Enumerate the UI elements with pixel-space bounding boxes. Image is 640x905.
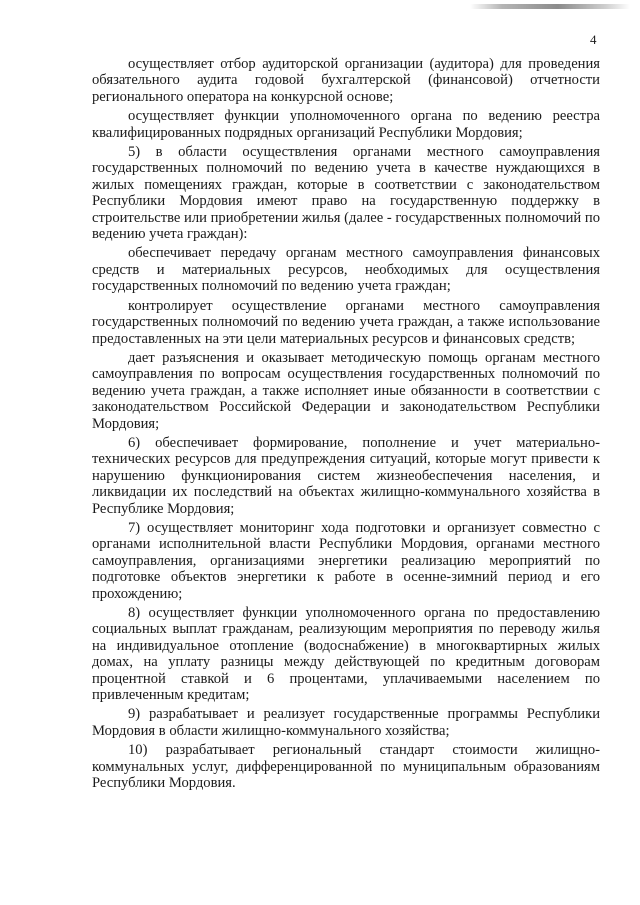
paragraph: осуществляет отбор аудиторской организации (аудитора) для проведения обязательного аудита годовой бухгалтерской (финансовой) отчетности регионального оператора на конкурсной основе; — [92, 56, 600, 105]
paragraph: 8) осуществляет функции уполномоченного органа по предоставлению социальных выплат гражданам, реализующим мероприятия по переводу жилья на индивидуальное отопление (водоснабжение) в многоквартирных жилых домах, на уплату разницы между действующей по кредитным договорам процентной ставкой и 6 процентами, уплачиваемыми населением по привлеченным кредитам; — [92, 605, 600, 704]
paragraph: 10) разрабатывает региональный стандарт стоимости жилищно-коммунальных услуг, дифференцированной по муниципальным образованиям Республики Мордовия. — [92, 742, 600, 792]
paragraph: обеспечивает передачу органам местного самоуправления финансовых средств и материальных ресурсов, необходимых для осуществления государственных полномочий по ведению учета граждан; — [92, 245, 600, 295]
paragraph: осуществляет функции уполномоченного органа по ведению реестра квалифицированных подрядных организаций Республики Мордовия; — [92, 108, 600, 141]
scan-artifact — [470, 4, 630, 9]
paragraph: 6) обеспечивает формирование, пополнение и учет материально-технических ресурсов для предупреждения ситуаций, которые могут привести к нарушению функционирования систем жизнеобеспечения населения, и ликвидации их последствий на объектах жилищно-коммунального хозяйства в Республике Мордовия; — [92, 434, 600, 517]
paragraph: 7) осуществляет мониторинг хода подготовки и организует совместно с органами исполнительной власти Республики Мордовия, органами местного самоуправления, организациями энергетики реализацию мероприятий по подготовке объектов энергетики к работе в осенне-зимний период и его прохождению; — [92, 519, 600, 602]
page-number: 4 — [590, 32, 597, 47]
paragraph: дает разъяснения и оказывает методическую помощь органам местного самоуправления по вопросам осуществления государственных полномочий по ведению учета граждан, а также исполняет иные обязанности в соответствии с законодательством Российской Федерации и законодательством Республики Мордовия; — [92, 349, 600, 432]
paragraph: контролирует осуществление органами местного самоуправления государственных полномочий по ведению учета граждан, а также использование предоставленных на эти цели материальных ресурсов и финансовых средств; — [92, 297, 600, 347]
document-body — [92, 56, 600, 794]
paragraph: 9) разрабатывает и реализует государственные программы Республики Мордовия в области жилищно-коммунального хозяйства; — [92, 706, 600, 739]
paragraph: 5) в области осуществления органами местного самоуправления государственных полномочий по ведению учета в качестве нуждающихся в жилых помещениях граждан, которые в соответствии с законодательством Республики Мордовия имеют право на государственную поддержку в строительстве или приобретении жилья (далее - государственных полномочий по ведению учета граждан): — [92, 144, 600, 243]
